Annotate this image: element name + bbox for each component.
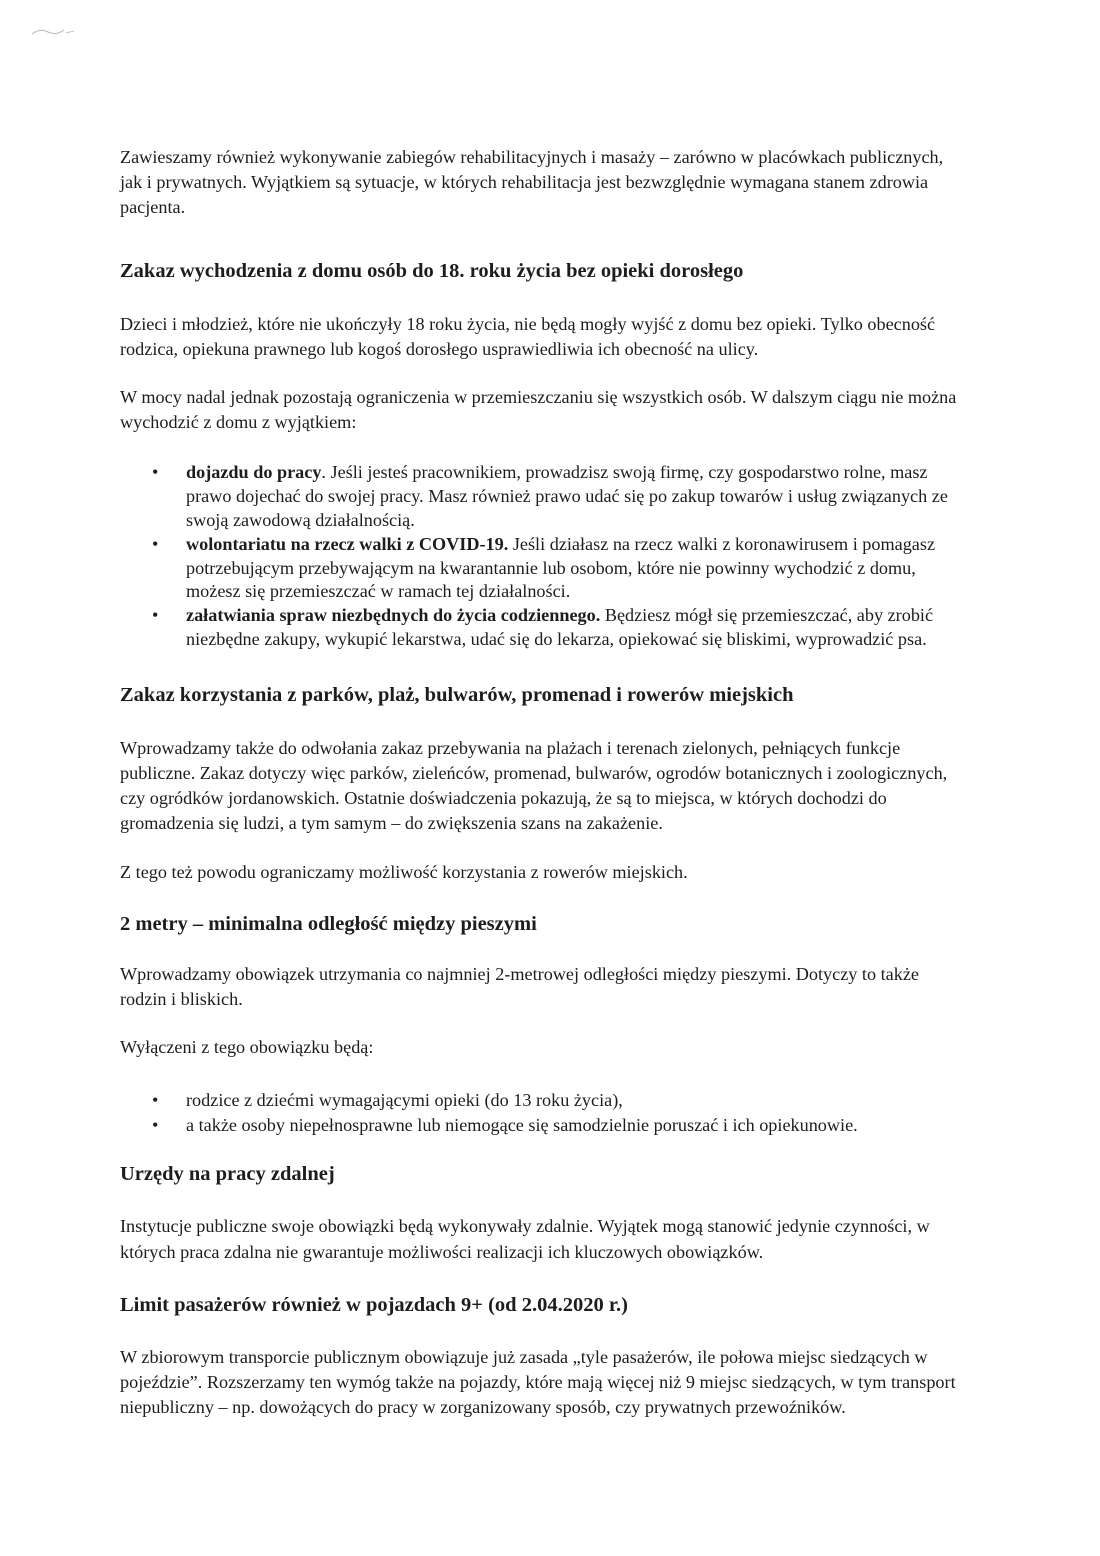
heading-parks: Zakaz korzystania z parków, plaż, bulwarów, promenad i rowerów miejskich xyxy=(120,683,794,706)
intro-paragraph: Zawieszamy również wykonywanie zabiegów rehabilitacyjnych i masaży – zarówno w placówkach publicznych, jak i prywatnych. Wyjątkiem są sytuacje, w których rehabilitacja jest bezwzględnie wymagana stanem zdrowia pacjenta. xyxy=(120,147,944,218)
minors-paragraph-1: Dzieci i młodzież, które nie ukończyły 18 roku życia, nie będą mogły wyjść z domu bez opieki. Tylko obecność rodzica, opiekuna prawnego lub kogoś dorosłego usprawiedliwia ich obecność na ulicy. xyxy=(120,313,936,359)
heading-distance: 2 metry – minimalna odległość między pieszymi xyxy=(120,912,537,935)
heading-minors: Zakaz wychodzenia z domu osób do 18. roku życia bez opieki dorosłego xyxy=(120,259,744,282)
list-item xyxy=(120,461,965,532)
offices-paragraph-1: Instytucje publiczne swoje obowiązki będą wykonywały zdalnie. Wyjątek mogą stanowić jedynie czynności, w których praca zdalna nie gwarantuje możliwości realizacji ich kluczowych obowiązków. xyxy=(120,1216,930,1262)
distance-paragraph-1: Wprowadzamy obowiązek utrzymania co najmniej 2-metrowej odległości między pieszymi. Dotyczy to także rodzin i bliskich. xyxy=(120,963,919,1010)
exempt-list xyxy=(120,1088,965,1138)
list-item: • a także osoby niepełnosprawne lub niemogące się samodzielnie poruszać i ich opiekunowie. xyxy=(120,1113,965,1138)
parks-paragraph-2: Z tego też powodu ograniczamy możliwość korzystania z rowerów miejskich. xyxy=(120,861,688,882)
heading-transport: Limit pasażerów również w pojazdach 9+ (od 2.04.2020 r.) xyxy=(120,1293,629,1316)
transport-paragraph-1: W zbiorowym transporcie publicznym obowiązuje już zasada „tyle pasażerów, ile połowa miejsc siedzących w pojeździe”. Rozszerzamy ten wymóg także na pojazdy, które mają więcej niż 9 miejsc siedzących, w tym transport niepubliczny – np. dowożących do pracy w zorganizowany sposób, czy prywatnych przewoźników. xyxy=(120,1346,956,1418)
list-item-text: Jeśli działasz na rzecz walki z koronawirusem i pomagasz potrzebującym przebywającym na kwarantannie lub osobom, które nie powinny wychodzić z domu, możesz się przemieszczać w ramach tej działalności. xyxy=(186,533,936,602)
scan-smudge-mark xyxy=(30,24,78,38)
list-item-bold: dojazdu do pracy xyxy=(186,462,322,483)
minors-paragraph-2: W mocy nadal jednak pozostają ograniczenia w przemieszczaniu się wszystkich osób. W dalszym ciągu nie można wychodzić z domu z wyjątkiem: xyxy=(120,387,957,433)
list-item-text: . Jeśli jesteś pracownikiem, prowadzisz swoją firmę, czy gospodarstwo rolne, masz prawo dojechać do swojej pracy. Masz również prawo udać się po zakup towarów i usług związanych ze swoją zawodową działalnością. xyxy=(186,462,948,531)
parks-paragraph-1: Wprowadzamy także do odwołania zakaz przebywania na plażach i terenach zielonych, pełniących funkcje publiczne. Zakaz dotyczy więc parków, zieleńców, promenad, bulwarów, ogrodów botanicznych i zoologicznych, czy ogródków jordanowskich. Ostatnie doświadczenia pokazują, że są to miejsca, w których dochodzi do gromadzenia się ludzi, a tym samym – do zwiększenia szans na zakażenie. xyxy=(120,737,948,834)
list-item: • rodzice z dziećmi wymagającymi opieki (do 13 roku życia), xyxy=(120,1088,965,1113)
list-item-text: Będziesz mógł się przemieszczać, aby zrobić niezbędne zakupy, wykupić lekarstwa, udać się do lekarza, opiekować się bliskimi, wyprowadzić psa. xyxy=(186,605,934,649)
document-page xyxy=(120,145,965,1420)
exceptions-list xyxy=(120,461,965,651)
list-item-bold: wolontariatu na rzecz walki z COVID-19. xyxy=(186,533,509,554)
distance-paragraph-2: Wyłączeni z tego obowiązku będą: xyxy=(120,1037,374,1058)
list-item xyxy=(120,604,965,652)
list-item-bold: załatwiania spraw niezbędnych do życia codziennego. xyxy=(186,605,601,626)
list-item xyxy=(120,533,965,604)
heading-offices: Urzędy na pracy zdalnej xyxy=(120,1163,335,1186)
